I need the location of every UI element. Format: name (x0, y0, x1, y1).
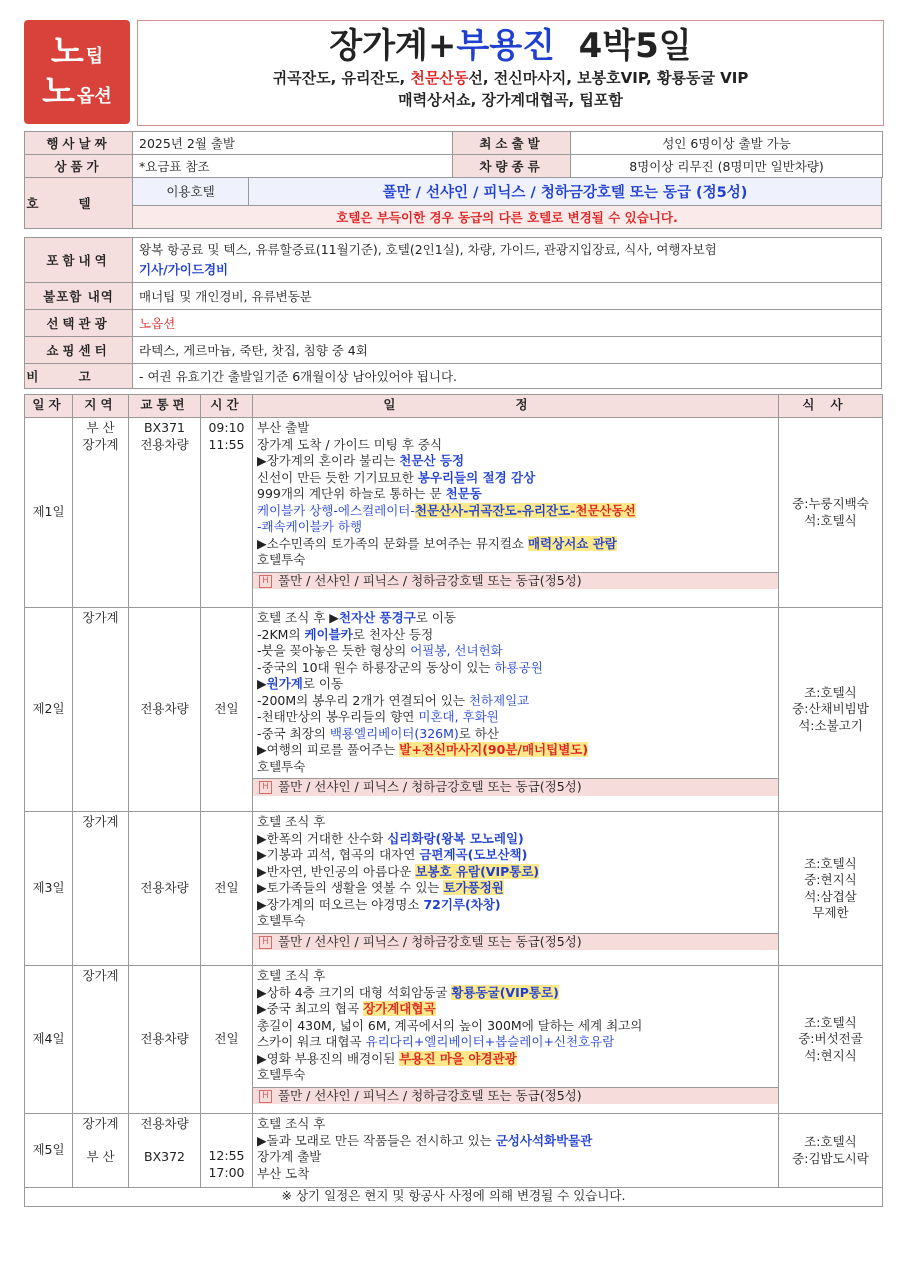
car-label: 차량종류 (453, 155, 571, 178)
time-cell: 12:55 17:00 (201, 1114, 253, 1188)
hotel-icon: H (259, 936, 272, 949)
badge-no-tip: 노 (50, 32, 84, 72)
schedule-cell: 호텔 조식 후 ▶돌과 모래로 만든 작품들은 전시하고 있는 군성사석화박물관 장가계 출발 부산 도착 (253, 1114, 779, 1188)
time-cell: 전일 (201, 812, 253, 966)
hotel-bar: H 풀만 / 선샤인 / 피닉스 / 청하금강호텔 또는 동급(정5성) (253, 572, 778, 590)
trans-cell: 전용차량 BX372 (129, 1114, 201, 1188)
place-cell: 장가계 (73, 812, 129, 966)
trans-cell: 전용차량 (129, 966, 201, 1114)
time-cell: 전일 (201, 966, 253, 1114)
header-time: 시간 (201, 395, 253, 418)
opt-label: 선택관광 (25, 310, 133, 337)
header-trans: 교통편 (129, 395, 201, 418)
time-cell: 09:10 11:55 (201, 418, 253, 608)
schedule-table (24, 394, 883, 1207)
badge-tip: 팁 (85, 46, 104, 67)
day-label: 제4일 (25, 966, 73, 1114)
price-value: *요금표 참조 (133, 155, 453, 178)
brand-badge (24, 20, 130, 124)
schedule-cell: 호텔 조식 후 ▶상하 4층 크기의 대형 석회암동굴 황룡동굴(VIP통로) ▶중국 최고의 협곡 장가계대협곡 총길이 430M, 넓이 6M, 계곡에서의 높이 300M에 달하는 세계 최고의 스카이 워크 대협곡 유리다리+엘리베이터+봅슬레이+신천호유람 ▶영화 부용진의 배경이된 부용진 마을 야경관광 호텔투숙 H 풀만 / 선샤인 / 피닉스 / 청하금강호텔 또는 동급(정5성) (253, 966, 779, 1114)
hotel-bar: H 풀만 / 선샤인 / 피닉스 / 청하금강호텔 또는 동급(정5성) (253, 1087, 778, 1105)
info-table (24, 131, 883, 178)
meal-cell: 조:호텔식 중:현지식 석:삼겹살 무제한 (779, 812, 883, 966)
trans-cell: 전용차량 (129, 608, 201, 812)
details-table (24, 237, 882, 389)
header-day: 일자 (25, 395, 73, 418)
day-label: 제5일 (25, 1114, 73, 1188)
hotel-label: 호텔 (25, 178, 133, 229)
min-value: 성인 6명이상 출발 가능 (571, 132, 883, 155)
header-meal: 식사 (779, 395, 883, 418)
table-row (25, 418, 883, 608)
date-value: 2025년 2월 출발 (133, 132, 453, 155)
schedule-cell: 호텔 조식 후 ▶한폭의 거대한 산수화 십리화랑(왕복 모노레일) ▶기봉과 괴석, 협곡의 대자연 금편계곡(도보산책) ▶반자연, 반인공의 아름다운 보봉호 유람(VIP통로) ▶토가족들의 생활을 엿볼 수 있는 토가풍정원 ▶장가계의 떠오르는 야경명소 72기루(차창) 호텔투숙 H 풀만 / 선샤인 / 피닉스 / 청하금강호텔 또는 동급(정5성) (253, 812, 779, 966)
subtitle-line-1: 귀곡잔도, 유리잔도, 천문산동선, 전신마사지, 보봉호VIP, 황룡동굴 VIP (272, 69, 749, 87)
incl-label: 포함내역 (25, 238, 133, 283)
table-row (25, 966, 883, 1114)
price-label: 상품가 (25, 155, 133, 178)
hotel-table (24, 177, 882, 229)
shop-value: 라텍스, 게르마늄, 죽탄, 찻집, 침향 중 4회 (133, 337, 882, 364)
incl-value: 왕복 항공료 및 텍스, 유류할증료(11월기준), 호텔(2인1실), 차량, 가이드, 관광지입장료, 식사, 여행자보험 (139, 242, 717, 257)
note-label: 비고 (25, 364, 133, 389)
table-row (25, 1114, 883, 1188)
place-cell: 부 산 장가계 (73, 418, 129, 608)
day-label: 제3일 (25, 812, 73, 966)
place-cell: 장가계 부 산 (73, 1114, 129, 1188)
meal-cell: 조:호텔식 중:산채비빔밥 석:소불고기 (779, 608, 883, 812)
header-schedule: 일정 (253, 395, 779, 418)
hotel-icon: H (259, 781, 272, 794)
title-box (137, 20, 884, 126)
min-label: 최소출발 (453, 132, 571, 155)
date-label: 행사날짜 (25, 132, 133, 155)
hotel-icon: H (259, 1090, 272, 1103)
day-label: 제2일 (25, 608, 73, 812)
table-row (25, 812, 883, 966)
table-row (25, 608, 883, 812)
hotel-icon: H (259, 575, 272, 588)
excl-value: 매너팁 및 개인경비, 유류변동분 (133, 283, 882, 310)
meal-cell: 중:누룽지백숙 석:호텔식 (779, 418, 883, 608)
page-title: 장가계+부용진 4박5일 (329, 26, 692, 66)
car-value: 8명이상 리무진 (8명미만 일반차량) (571, 155, 883, 178)
trans-cell: BX371 전용차량 (129, 418, 201, 608)
place-cell: 장가계 (73, 966, 129, 1114)
schedule-cell: 호텔 조식 후 ▶천자산 풍경구로 이동 -2KM의 케이블카로 천자산 등정 -붓을 꽂아놓은 듯한 형상의 어필봉, 선녀헌화 -중국의 10대 원수 하룡장군의 동상이 있는 하룡공원 ▶원가계로 이동 -200M의 봉우리 2개가 연결되어 있는 천하제일교 -천태만상의 봉우리들의 향연 미혼대, 후화원 -중국 최장의 백룡엘리베이터(326M)로 하산 ▶여행의 피로를 풀어주는 발+전신마사지(90분/매너팁별도) 호텔투숙 H 풀만 / 선샤인 / 피닉스 / 청하금강호텔 또는 동급(정5성) (253, 608, 779, 812)
trans-cell: 전용차량 (129, 812, 201, 966)
time-cell: 전일 (201, 608, 253, 812)
schedule-cell: 부산 출발 장가계 도착 / 가이드 미팅 후 중식 ▶장가계의 혼이라 불리는 천문산 등정 신선이 만든 듯한 기기묘묘한 봉우리들의 절경 감상 999개의 계단위 하늘로 통하는 문 천문동 케이블카 상행-에스컬레이터-천문산사-귀곡잔도-유리잔도-천문산동선 -쾌속케이블카 하행 ▶소수민족의 토가족의 문화를 보여주는 뮤지컬쇼 매력상서쇼 관람 호텔투숙 H 풀만 / 선샤인 / 피닉스 / 청하금강호텔 또는 동급(정5성) (253, 418, 779, 608)
badge-no-option: 노 (42, 72, 76, 112)
meal-cell: 조:호텔식 중:버섯전골 석:현지식 (779, 966, 883, 1114)
meal-cell: 조:호텔식 중:김밥도시락 (779, 1114, 883, 1188)
subtitle-line-2: 매력상서쇼, 장가계대협곡, 팁포함 (398, 91, 623, 109)
hotel-bar: H 풀만 / 선샤인 / 피닉스 / 청하금강호텔 또는 동급(정5성) (253, 933, 778, 951)
note-value: - 여권 유효기간 출발일기준 6개월이상 남아있어야 됩니다. (133, 364, 882, 389)
hotel-sub-label: 이용호텔 (133, 178, 249, 206)
excl-label: 불포함 내역 (25, 283, 133, 310)
hotel-value: 풀만 / 선샤인 / 피닉스 / 청하금강호텔 또는 동급 (정5성) (249, 178, 882, 206)
hotel-bar: H 풀만 / 선샤인 / 피닉스 / 청하금강호텔 또는 동급(정5성) (253, 778, 778, 796)
day-label: 제1일 (25, 418, 73, 608)
place-cell: 장가계 (73, 608, 129, 812)
opt-value: 노옵션 (133, 310, 882, 337)
header-place: 지역 (73, 395, 129, 418)
footer-note: ※ 상기 일정은 현지 및 항공사 사정에 의해 변경될 수 있습니다. (25, 1188, 883, 1207)
incl-cell (133, 238, 882, 283)
incl-value-2: 기사/가이드경비 (139, 262, 229, 277)
hotel-warning: 호텔은 부득이한 경우 동급의 다른 호텔로 변경될 수 있습니다. (133, 205, 882, 228)
badge-option: 옵션 (77, 86, 112, 107)
shop-label: 쇼핑센터 (25, 337, 133, 364)
